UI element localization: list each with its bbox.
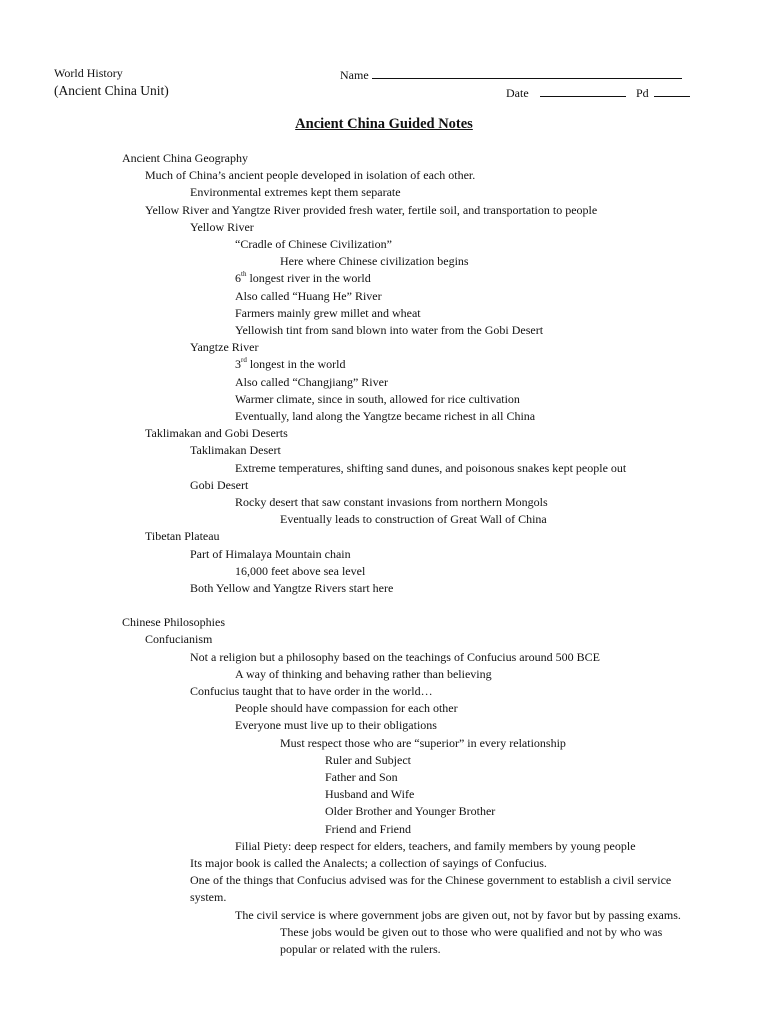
outline-text: Chinese Philosophies — [122, 615, 226, 630]
outline-text: 3rd longest in the world — [235, 356, 346, 372]
outline-text: One of the things that Confucius advised was for the Chinese government to establish a civil service — [190, 873, 672, 888]
outline-text: The civil service is where government jobs are given out, not by favor but by passing exams. — [235, 907, 681, 922]
outline-text: Father and Son — [325, 770, 398, 784]
outline-text: Gobi Desert — [190, 477, 249, 492]
name-blank[interactable] — [372, 67, 682, 79]
name-field[interactable] — [340, 67, 682, 81]
course-name: World History — [54, 66, 123, 80]
outline-text: 16,000 feet above sea level — [235, 563, 366, 578]
outline-text: Eventually, land along the Yangtze became richest in all China — [235, 409, 536, 423]
outline-text: Yellow River and Yangtze River provided fresh water, fertile soil, and transportation to people — [145, 202, 598, 217]
name-label: Name — [340, 68, 369, 82]
pd-field[interactable] — [636, 85, 690, 99]
outline-text: Extreme temperatures, shifting sand dunes, and poisonous snakes kept people out — [235, 460, 627, 475]
outline-text: Warmer climate, since in south, allowed for rice cultivation — [235, 391, 520, 406]
outline-text: Its major book is called the Analects; a collection of sayings of Confucius. — [190, 856, 547, 870]
date-field[interactable] — [506, 85, 626, 99]
outline-text: These jobs would be given out to those who were qualified and not by who was — [280, 924, 663, 939]
outline-text: Yellowish tint from sand blown into water from the Gobi Desert — [235, 323, 544, 337]
page-title: Ancient China Guided Notes — [295, 116, 473, 132]
outline-text: Environmental extremes kept them separate — [190, 185, 401, 200]
outline-text: Confucianism — [145, 632, 213, 647]
outline-text: Yangtze River — [190, 340, 259, 355]
date-blank[interactable] — [540, 85, 626, 97]
outline-text: A way of thinking and behaving rather than believing — [235, 666, 492, 681]
outline-text: Taklimakan Desert — [190, 443, 281, 458]
outline-text: Also called “Changjiang” River — [235, 374, 388, 389]
outline-text: Yellow River — [190, 219, 254, 234]
outline-text: Older Brother and Younger Brother — [325, 804, 496, 819]
outline-text: Taklimakan and Gobi Deserts — [145, 426, 288, 441]
outline-text: Friend and Friend — [325, 821, 411, 836]
outline-text: Also called “Huang He” River — [235, 288, 382, 303]
outline-text: Rocky desert that saw constant invasions from northern Mongols — [235, 495, 548, 509]
outline-text: Must respect those who are “superior” in every relationship — [280, 735, 566, 750]
outline-text: Eventually leads to construction of Great Wall of China — [280, 512, 547, 527]
outline-text: Both Yellow and Yangtze Rivers start here — [190, 581, 394, 595]
pd-label: Pd — [636, 86, 649, 100]
outline-text: Ancient China Geography — [122, 151, 248, 165]
outline-text: Everyone must live up to their obligations — [235, 718, 437, 733]
pd-blank[interactable] — [654, 85, 690, 97]
outline-text: Husband and Wife — [325, 787, 415, 802]
outline-text: 6th longest river in the world — [235, 270, 371, 286]
outline-text: system. — [190, 890, 227, 905]
outline-text: Here where Chinese civilization begins — [280, 254, 469, 269]
date-label: Date — [506, 86, 529, 100]
outline-text: “Cradle of Chinese Civilization” — [235, 237, 392, 251]
unit-name: (Ancient China Unit) — [54, 83, 169, 98]
outline-text: Confucius taught that to have order in the world… — [190, 684, 433, 698]
outline-text: Filial Piety: deep respect for elders, teachers, and family members by young people — [235, 838, 636, 853]
outline-text: Tibetan Plateau — [145, 529, 220, 544]
outline-text: Not a religion but a philosophy based on the teachings of Confucius around 500 BCE — [190, 649, 600, 664]
outline-text: Ruler and Subject — [325, 752, 411, 767]
outline-text: popular or related with the rulers. — [280, 942, 441, 956]
outline-text: People should have compassion for each other — [235, 701, 458, 716]
outline-text: Part of Himalaya Mountain chain — [190, 546, 351, 561]
outline-text: Farmers mainly grew millet and wheat — [235, 305, 421, 320]
outline-text: Much of China’s ancient people developed in isolation of each other. — [145, 168, 476, 183]
